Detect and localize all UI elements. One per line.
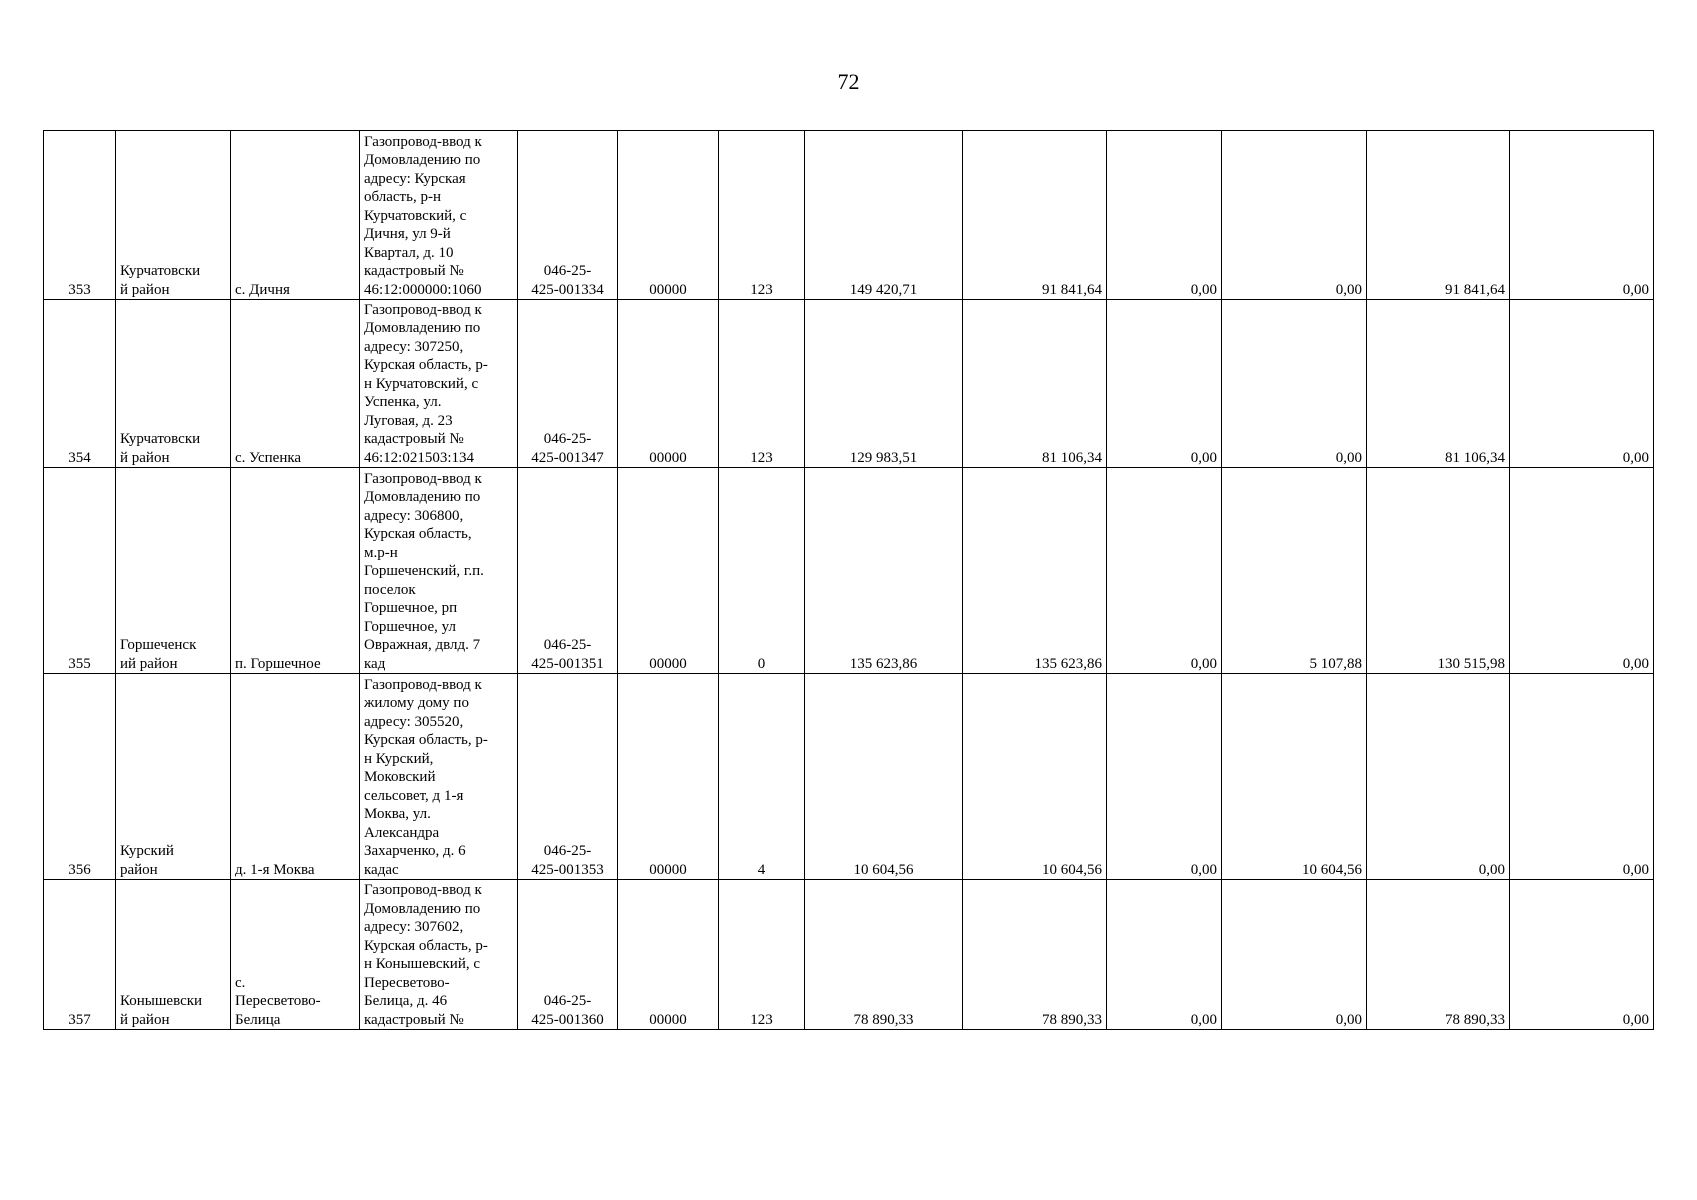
registry-table xyxy=(43,130,1654,1030)
object-code-cell: 046-25- 425-001347 xyxy=(518,300,618,468)
code-cell: 00000 xyxy=(618,468,719,674)
code-cell: 00000 xyxy=(618,300,719,468)
amount-cell: 135 623,86 xyxy=(805,468,963,674)
amount-cell: 0,00 xyxy=(1510,300,1654,468)
amount-cell: 78 890,33 xyxy=(963,880,1107,1030)
table-row xyxy=(44,880,1654,1030)
settlement-cell: д. 1-я Моква xyxy=(231,674,360,880)
table-row xyxy=(44,300,1654,468)
amount-cell: 0,00 xyxy=(1107,674,1222,880)
district-cell: Курский район xyxy=(116,674,231,880)
amount-cell: 0,00 xyxy=(1510,880,1654,1030)
quantity-cell: 0 xyxy=(719,468,805,674)
object-code-cell: 046-25- 425-001353 xyxy=(518,674,618,880)
settlement-cell: п. Горшечное xyxy=(231,468,360,674)
amount-cell: 10 604,56 xyxy=(805,674,963,880)
table-row xyxy=(44,468,1654,674)
row-number: 357 xyxy=(44,880,116,1030)
amount-cell: 0,00 xyxy=(1367,674,1510,880)
row-number: 353 xyxy=(44,131,116,300)
district-cell: Курчатовски й район xyxy=(116,131,231,300)
object-description-cell: Газопровод-ввод к Домовладению по адресу: Курская область, р-н Курчатовский, с Дичня, ул 9-й Квартал, д. 10 кадастровый № 46:12:000000:1060 xyxy=(360,131,518,300)
amount-cell: 10 604,56 xyxy=(963,674,1107,880)
amount-cell: 129 983,51 xyxy=(805,300,963,468)
amount-cell: 0,00 xyxy=(1107,300,1222,468)
table-row xyxy=(44,674,1654,880)
district-cell: Горшеченск ий район xyxy=(116,468,231,674)
quantity-cell: 123 xyxy=(719,880,805,1030)
object-code-cell: 046-25- 425-001360 xyxy=(518,880,618,1030)
code-cell: 00000 xyxy=(618,674,719,880)
amount-cell: 0,00 xyxy=(1222,131,1367,300)
quantity-cell: 123 xyxy=(719,131,805,300)
quantity-cell: 123 xyxy=(719,300,805,468)
page-number: 72 xyxy=(837,69,860,94)
table-body xyxy=(44,131,1654,1030)
amount-cell: 78 890,33 xyxy=(1367,880,1510,1030)
district-cell: Конышевски й район xyxy=(116,880,231,1030)
amount-cell: 0,00 xyxy=(1107,131,1222,300)
object-code-cell: 046-25- 425-001351 xyxy=(518,468,618,674)
settlement-cell: с. Пересветово- Белица xyxy=(231,880,360,1030)
object-code-cell: 046-25- 425-001334 xyxy=(518,131,618,300)
amount-cell: 0,00 xyxy=(1107,880,1222,1030)
object-description-cell: Газопровод-ввод к Домовладению по адресу: 307250, Курская область, р- н Курчатовский, с Успенка, ул. Луговая, д. 23 кадастровый № 46:12:021503:134 xyxy=(360,300,518,468)
quantity-cell: 4 xyxy=(719,674,805,880)
code-cell: 00000 xyxy=(618,880,719,1030)
amount-cell: 10 604,56 xyxy=(1222,674,1367,880)
amount-cell: 0,00 xyxy=(1222,880,1367,1030)
object-description-cell: Газопровод-ввод к жилому дому по адресу: 305520, Курская область, р- н Курский, Моковский сельсовет, д 1-я Моква, ул. Александра Захарченко, д. 6 кадас xyxy=(360,674,518,880)
row-number: 356 xyxy=(44,674,116,880)
settlement-cell: с. Успенка xyxy=(231,300,360,468)
amount-cell: 0,00 xyxy=(1510,131,1654,300)
amount-cell: 78 890,33 xyxy=(805,880,963,1030)
code-cell: 00000 xyxy=(618,131,719,300)
table-row xyxy=(44,131,1654,300)
amount-cell: 0,00 xyxy=(1222,300,1367,468)
amount-cell: 0,00 xyxy=(1510,674,1654,880)
amount-cell: 149 420,71 xyxy=(805,131,963,300)
amount-cell: 5 107,88 xyxy=(1222,468,1367,674)
object-description-cell: Газопровод-ввод к Домовладению по адресу: 306800, Курская область, м.р-н Горшеченский, г.п. поселок Горшечное, рп Горшечное, ул Овражная, двлд. 7 кад xyxy=(360,468,518,674)
object-description-cell: Газопровод-ввод к Домовладению по адресу: 307602, Курская область, р- н Конышевский, с Пересветово- Белица, д. 46 кадастровый № xyxy=(360,880,518,1030)
amount-cell: 135 623,86 xyxy=(963,468,1107,674)
amount-cell: 81 106,34 xyxy=(963,300,1107,468)
amount-cell: 91 841,64 xyxy=(1367,131,1510,300)
district-cell: Курчатовски й район xyxy=(116,300,231,468)
settlement-cell: с. Дичня xyxy=(231,131,360,300)
amount-cell: 91 841,64 xyxy=(963,131,1107,300)
amount-cell: 130 515,98 xyxy=(1367,468,1510,674)
amount-cell: 81 106,34 xyxy=(1367,300,1510,468)
amount-cell: 0,00 xyxy=(1107,468,1222,674)
amount-cell: 0,00 xyxy=(1510,468,1654,674)
row-number: 354 xyxy=(44,300,116,468)
row-number: 355 xyxy=(44,468,116,674)
